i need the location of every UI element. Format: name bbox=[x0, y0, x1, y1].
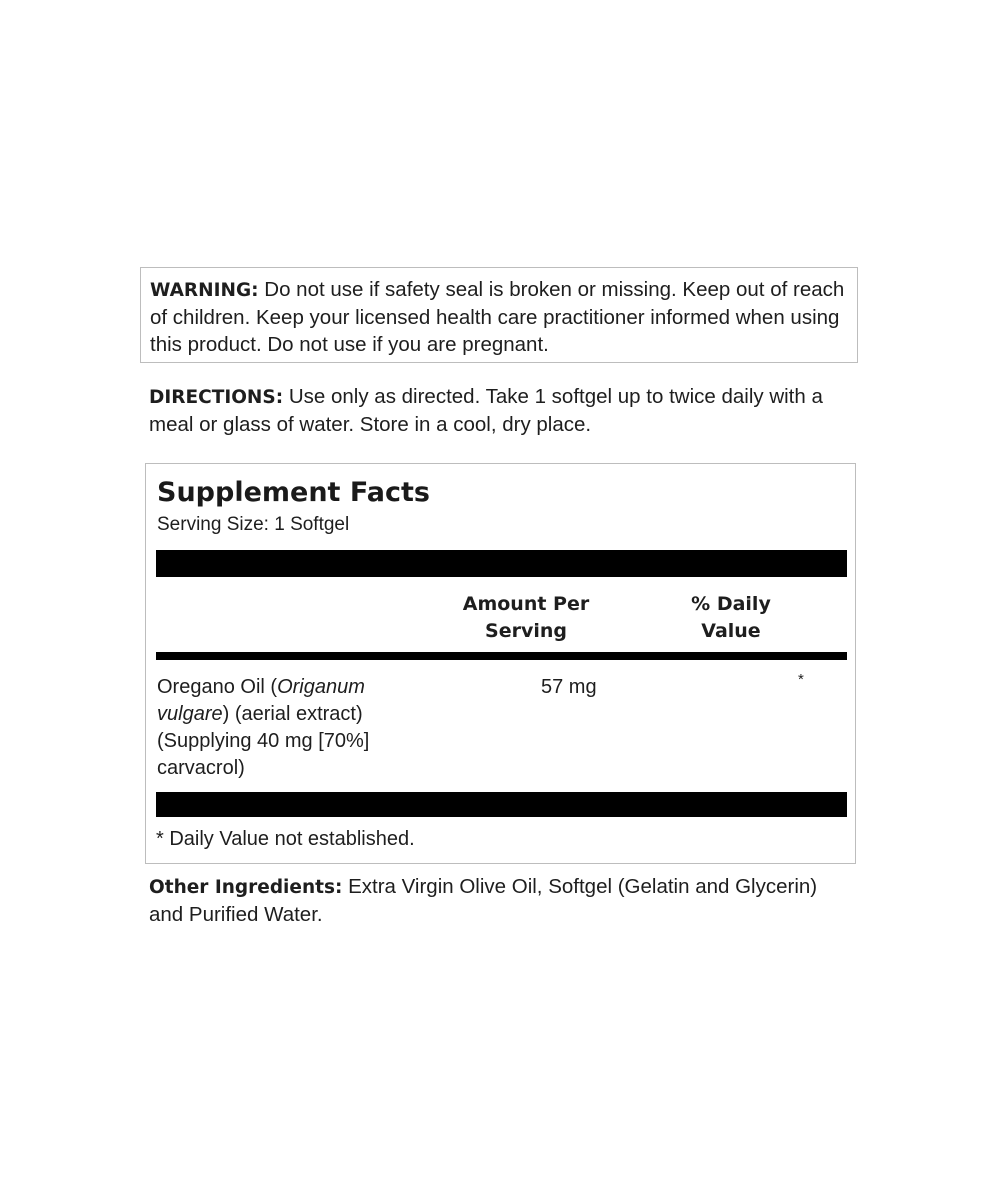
warning-label: WARNING: bbox=[150, 280, 259, 301]
warning-text: Do not use if safety seal is broken or missing. Keep out of reach of children. Keep your licensed health care practitioner informed when using this product. Do not use if you are pregnant. bbox=[150, 278, 845, 356]
thick-divider-middle bbox=[156, 652, 847, 660]
nutrient-name-extra: (Supplying 40 mg [70%] carvacrol) bbox=[157, 730, 370, 779]
other-ingredients-paragraph bbox=[149, 873, 849, 928]
amount-header-line1: Amount Per bbox=[462, 593, 590, 615]
nutrient-daily-value: * bbox=[798, 671, 804, 688]
thick-divider-top bbox=[156, 550, 847, 577]
supplement-facts-title: Supplement Facts bbox=[157, 477, 430, 508]
dv-header-line1: % Daily bbox=[691, 593, 771, 615]
warning-box bbox=[140, 267, 858, 363]
nutrient-latin-species: vulgare bbox=[157, 703, 223, 725]
amount-header-line2: Serving bbox=[485, 620, 567, 642]
nutrient-name bbox=[157, 674, 427, 782]
supplement-facts-panel bbox=[145, 463, 856, 864]
nutrient-latin-genus: Origanum bbox=[277, 676, 365, 698]
thick-divider-bottom bbox=[156, 792, 847, 817]
nutrient-name-start: Oregano Oil ( bbox=[157, 676, 278, 698]
directions-label: DIRECTIONS: bbox=[149, 387, 284, 408]
serving-size: Serving Size: 1 Softgel bbox=[157, 514, 350, 535]
other-ingredients-text: Extra Virgin Olive Oil, Softgel (Gelatin and Glycerin) and Purified Water. bbox=[149, 875, 818, 926]
daily-value-footnote: * Daily Value not established. bbox=[156, 828, 415, 850]
directions-text: Use only as directed. Take 1 softgel up to twice daily with a meal or glass of water. Store in a cool, dry place. bbox=[149, 385, 823, 436]
nutrient-amount: 57 mg bbox=[541, 676, 597, 698]
other-ingredients-label: Other Ingredients: bbox=[149, 877, 343, 898]
amount-per-serving-header bbox=[451, 591, 601, 645]
directions-paragraph bbox=[149, 383, 869, 438]
dv-header-line2: Value bbox=[701, 620, 761, 642]
nutrient-name-end: ) (aerial extract) bbox=[222, 703, 363, 725]
daily-value-header bbox=[676, 591, 786, 645]
